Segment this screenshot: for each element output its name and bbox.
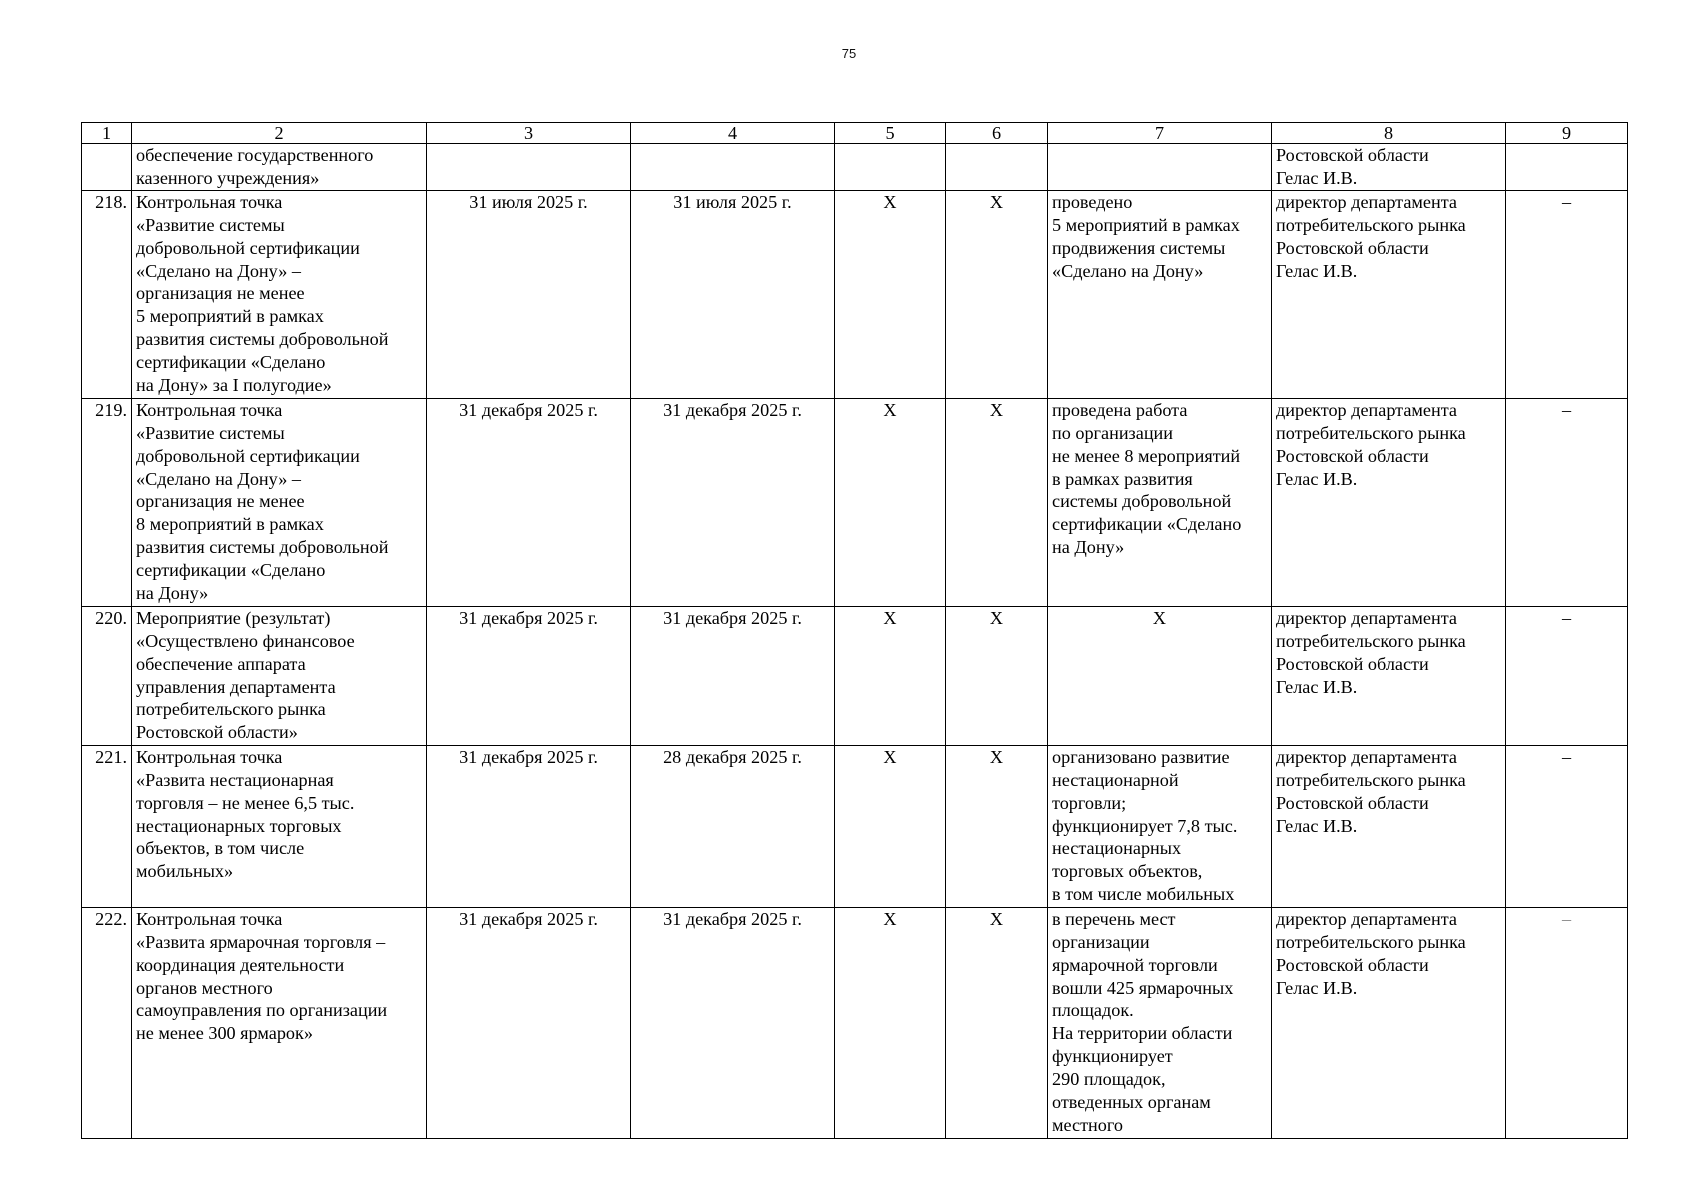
column-9-value: – — [1506, 190, 1628, 398]
column-header-9: 9 — [1506, 123, 1628, 144]
responsible-person — [1272, 745, 1506, 907]
table-row — [82, 745, 1628, 907]
start-date: 31 декабря 2025 г. — [427, 745, 631, 907]
responsible-person — [1272, 398, 1506, 606]
table-row — [82, 398, 1628, 606]
start-date: 31 декабря 2025 г. — [427, 606, 631, 745]
responsible-person — [1272, 606, 1506, 745]
end-date: 28 декабря 2025 г. — [631, 745, 835, 907]
row-number: 219. — [82, 398, 132, 606]
responsible-person-text: Ростовской области Гелас И.В. — [1276, 145, 1429, 188]
result-text-content: проведено 5 мероприятий в рамках продвижения системы «Сделано на Дону» — [1052, 191, 1240, 281]
responsible-person-text: директор департамента потребительского рынка Ростовской области Гелас И.В. — [1276, 746, 1466, 836]
column-header-3: 3 — [427, 123, 631, 144]
column-9-value: – — [1506, 745, 1628, 907]
result-text — [1048, 907, 1272, 1138]
activity-name-text: Контрольная точка «Развитие системы добровольной сертификации «Сделано на Дону» – организация не менее 8 мероприятий в рамках развития системы добровольной сертификации «Сделано на Дону» — [136, 399, 389, 604]
activity-name-text: Мероприятие (результат) «Осуществлено финансовое обеспечение аппарата управления департамента потребительского рынка Ростовской области» — [136, 607, 355, 743]
activity-name-text: Контрольная точка «Развита ярмарочная торговля – координация деятельности органов местного самоуправления по организации не менее 300 ярмарок» — [136, 908, 388, 1044]
result-text-content: Х — [1152, 607, 1167, 628]
start-date — [427, 144, 631, 191]
responsible-person — [1272, 190, 1506, 398]
activity-name — [132, 907, 427, 1138]
responsible-person-text: директор департамента потребительского рынка Ростовской области Гелас И.В. — [1276, 607, 1466, 697]
activity-name-text: Контрольная точка «Развитие системы добровольной сертификации «Сделано на Дону» – организация не менее 5 мероприятий в рамках развития системы добровольной сертификации «Сделано на Дону» за I полугодие» — [136, 191, 389, 396]
column-5-value — [835, 144, 946, 191]
column-5-value: Х — [835, 606, 946, 745]
responsible-person-text: директор департамента потребительского рынка Ростовской области Гелас И.В. — [1276, 908, 1466, 998]
column-9-value — [1506, 144, 1628, 191]
result-text — [1048, 398, 1272, 606]
result-text-content: в перечень мест организации ярмарочной торговли вошли 425 ярмарочных площадок. На территории области функционирует 290 площадок, отведенных органам местного — [1052, 908, 1234, 1135]
activity-name — [132, 398, 427, 606]
column-header-8: 8 — [1272, 123, 1506, 144]
result-text-content: организовано развитие нестационарной торговли; функционирует 7,8 тыс. нестационарных торговых объектов, в том числе мобильных — [1052, 746, 1238, 905]
result-text-content: проведена работа по организации не менее 8 мероприятий в рамках развития системы добровольной сертификации «Сделано на Дону» — [1052, 399, 1242, 558]
table-row — [82, 606, 1628, 745]
responsible-person — [1272, 907, 1506, 1138]
activity-name-text: обеспечение государственного казенного учреждения» — [136, 145, 374, 188]
column-header-2: 2 — [132, 123, 427, 144]
responsible-person — [1272, 144, 1506, 191]
table-row — [82, 190, 1628, 398]
end-date — [631, 144, 835, 191]
table-row — [82, 144, 1628, 191]
activity-name — [132, 745, 427, 907]
row-number: 218. — [82, 190, 132, 398]
column-5-value: Х — [835, 745, 946, 907]
column-header-1: 1 — [82, 123, 132, 144]
result-text — [1048, 606, 1272, 745]
activity-name — [132, 606, 427, 745]
plan-table — [81, 122, 1628, 1139]
responsible-person-text: директор департамента потребительского рынка Ростовской области Гелас И.В. — [1276, 399, 1466, 489]
column-6-value: Х — [946, 606, 1048, 745]
column-9-value: – — [1506, 907, 1628, 1138]
activity-name-text: Контрольная точка «Развита нестационарная торговля – не менее 6,5 тыс. нестационарных торговых объектов, в том числе мобильных» — [136, 746, 355, 882]
result-text — [1048, 144, 1272, 191]
start-date: 31 июля 2025 г. — [427, 190, 631, 398]
header-row — [82, 123, 1628, 144]
column-header-7: 7 — [1048, 123, 1272, 144]
column-5-value: Х — [835, 907, 946, 1138]
column-header-4: 4 — [631, 123, 835, 144]
column-6-value: Х — [946, 907, 1048, 1138]
activity-name — [132, 190, 427, 398]
row-number: 220. — [82, 606, 132, 745]
column-5-value: Х — [835, 398, 946, 606]
column-9-value: – — [1506, 398, 1628, 606]
column-6-value: Х — [946, 745, 1048, 907]
column-6-value: Х — [946, 190, 1048, 398]
row-number: 222. — [82, 907, 132, 1138]
result-text — [1048, 190, 1272, 398]
responsible-person-text: директор департамента потребительского рынка Ростовской области Гелас И.В. — [1276, 191, 1466, 281]
column-6-value — [946, 144, 1048, 191]
column-header-5: 5 — [835, 123, 946, 144]
column-5-value: Х — [835, 190, 946, 398]
row-number: 221. — [82, 745, 132, 907]
end-date: 31 декабря 2025 г. — [631, 907, 835, 1138]
start-date: 31 декабря 2025 г. — [427, 398, 631, 606]
result-text — [1048, 745, 1272, 907]
column-9-value: – — [1506, 606, 1628, 745]
end-date: 31 декабря 2025 г. — [631, 606, 835, 745]
table-row — [82, 907, 1628, 1138]
activity-name — [132, 144, 427, 191]
column-header-6: 6 — [946, 123, 1048, 144]
start-date: 31 декабря 2025 г. — [427, 907, 631, 1138]
column-6-value: Х — [946, 398, 1048, 606]
row-number — [82, 144, 132, 191]
end-date: 31 декабря 2025 г. — [631, 398, 835, 606]
end-date: 31 июля 2025 г. — [631, 190, 835, 398]
page-number: 75 — [841, 46, 857, 61]
